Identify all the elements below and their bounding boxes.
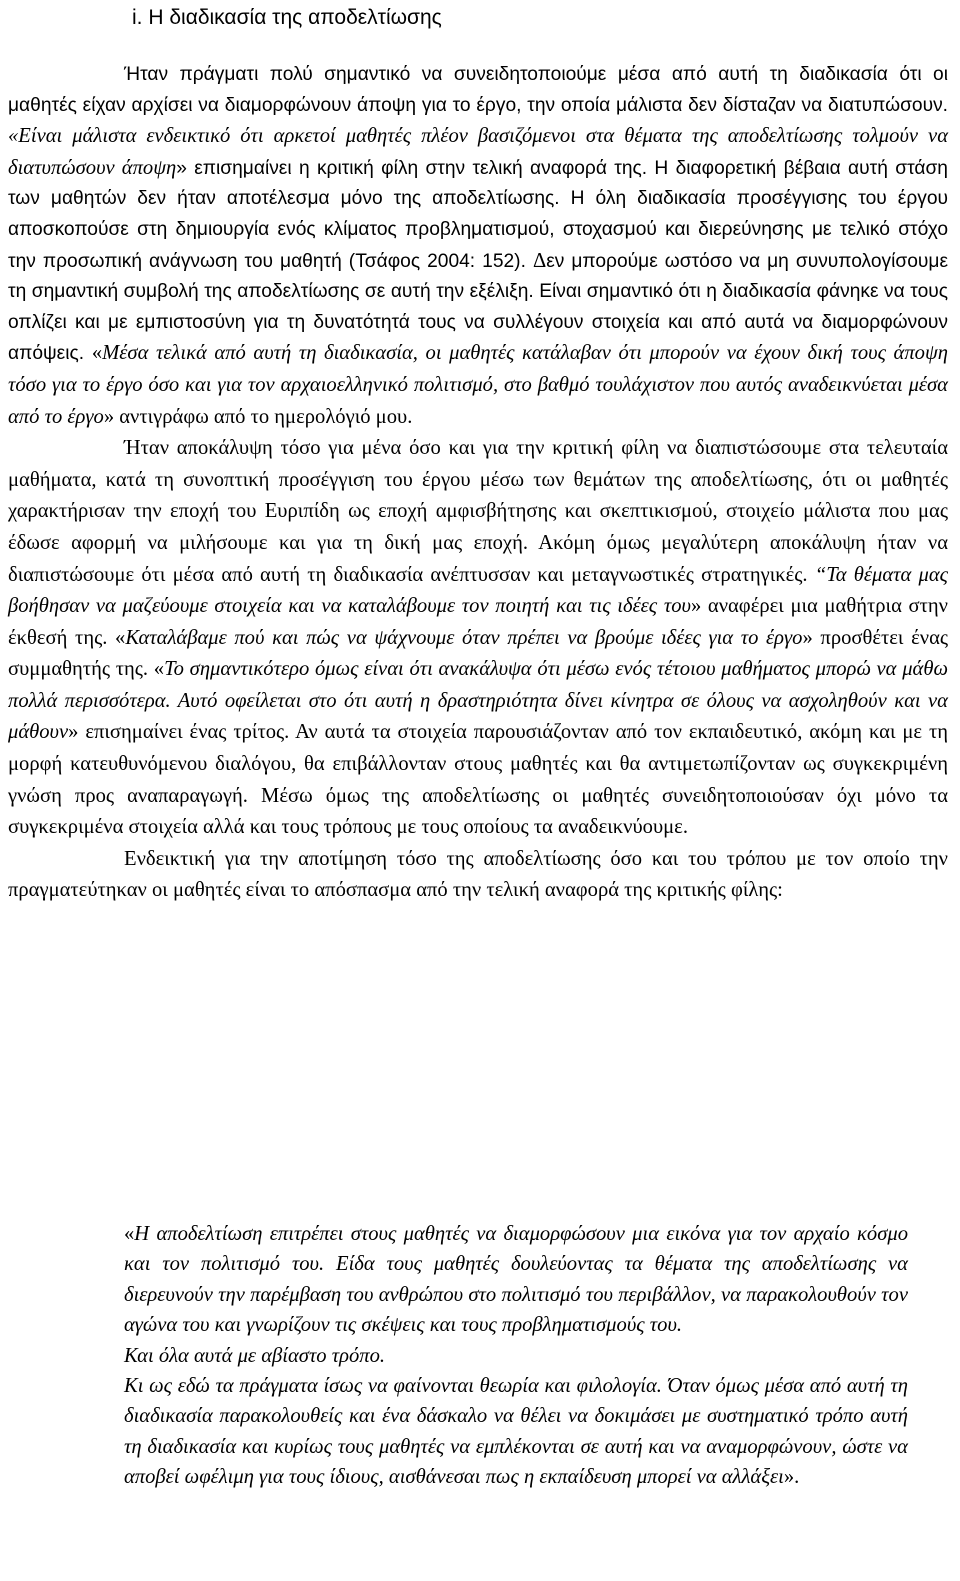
quote-paragraph — [124, 1371, 908, 1493]
quote-paragraph — [124, 1341, 908, 1371]
quote-text-run: Κι ως εδώ τα πράγματα ίσως να φαίνονται θεωρία και φιλολογία. Όταν όμως μέσα από αυτή τη διαδικασία παρακολουθείς και ένα δάσκαλο να θέλει να δοκιμάσει με συστηματικό τρόπο αυτή τη διαδικασία και κυρίως τους μαθητές να εμπλέκονται σε αυτή και να αναμορφώνουν, ώστε να αποβεί ωφέλιμη για τους ίδιους, αισθάνεσαι πως η εκπαίδευση μπορεί να αλλάξει — [124, 1375, 908, 1489]
quote-text-run: « — [124, 1223, 135, 1245]
quoted-text: “Τα θέματα μας βοήθησαν να μαζεύουμε στοιχεία και να καταλάβουμε τον ποιητή και τις ιδέες του — [8, 563, 948, 618]
quote-text-run: ». — [783, 1466, 800, 1489]
paragraph — [8, 433, 948, 844]
text-run: Δ — [532, 249, 547, 272]
text-run: εν μπορούμε ωστόσο να μη συνυπολογίσουμε τη σημαντική συμβολή της αποδελτίωσης σε αυτή την εξέλιξη. Είναι σημαντικό ότι η διαδικασία φάνηκε να τους οπλίζει και με εμπιστοσύνη για τη δυνατότητά τους να συλλέγουν στοιχεία και από αυτά να διαμορφώνουν απόψεις. — [8, 250, 948, 365]
text-run: » αναφέρει μια μαθήτρια στην έκθεσή της. « — [8, 595, 948, 649]
quote-text-run: Η αποδελτίωση επιτρέπει στους μαθητές να διαμορφώσουν μια εικόνα για τον αρχαίο κόσμο και τον πολιτισμό του. Είδα τους μαθητές δουλεύοντας τα θέματα της αποδελτίωσης να διερευνούν την παρέμβαση του ανθρώπου στο πολιτισμό του περιβάλλον, να παρακολουθούν τον αγώνα του και γνωρίζουν τις σκέψεις και τους προβληματισμούς του. — [124, 1223, 908, 1337]
text-run: » προσθέτει ένας συμμαθητής της. « — [8, 626, 949, 681]
text-run: » επισημαίνει ένας τρίτος. Αν αυτά τα στοιχεία παρουσιάζονταν από τον εκπαιδευτικό, ακόμη και με τη μορφή κατευθυνόμενου διαλόγου, θα επιβάλλονταν στους μαθητές και θα αντιμετωπίζονταν ως συγκεκριμένη γνώση προς αναπαραγωγή. Μέσω όμως της αποδελτίωσης οι μαθητές συνειδητοποιούσαν όχι μόνο τα συγκεκριμένα στοιχεία αλλά και τους τρόπους με τους οποίους τα αναδεικνύουμε. — [8, 721, 948, 839]
text-run: » αντιγράφω από το ημερολόγιό μου. — [103, 405, 413, 428]
quote-paragraph — [124, 1219, 908, 1341]
quoted-text: Μέσα τελικά από αυτή τη διαδικασία, οι μαθητές κατάλαβαν ότι μπορούν να έχουν δική τους άποψη τόσο για το έργο όσο και για τον αρχαιοελληνικό πολιτισμό, στο βαθμό τουλάχιστον που αυτός αναδεικνύεται μέσα από το έργο — [8, 342, 948, 428]
section-heading: i. Η διαδικασία της αποδελτίωσης — [132, 6, 442, 29]
quoted-text: Καταλάβαμε πού και πώς να ψάχνουμε όταν πρέπει να βρούμε ιδέες για το έργο — [125, 626, 803, 649]
text-run: Ήταν πράγματι πολύ σημαντικό να συνειδητοποιούμε μέσα από αυτή τη διαδικασία ότι οι μαθητές είχαν αρχίσει να διαμορφώνουν άποψη για το έργο, την οποία μάλιστα δεν δίσταζαν να διατυπώσουν. — [8, 64, 948, 116]
text-run: Ενδεικτική για την αποτίμηση τόσο της αποδελτίωσης όσο και του τρόπου με τον οποίο την πραγματεύτηκαν οι μαθητές είναι το απόσπασμα από την τελική αναφορά της κριτικής φίλης: — [8, 847, 948, 902]
quote-text-run: Και όλα αυτά με αβίαστο τρόπο. — [124, 1344, 386, 1367]
text-run: Ήταν αποκάλυψη τόσο για μένα όσο και για την κριτική φίλη να διαπιστώσουμε στα τελευταία μαθήματα, κατά τη συνοπτική προσέγγιση του έργου μέσω των θεμάτων της αποδελτίωσης, ότι οι μαθητές χαρακτήρισαν την εποχή του Ευριπίδη ως εποχή αμφισβήτησης και σκεπτικισμού, στοιχείο μάλιστα που μας έδωσε αφορμή να μιλήσουμε και για τη δική μας εποχή. Ακόμη όμως μεγαλύτερη αποκάλυψη ήταν να διαπιστώσουμε ότι μέσα από αυτή τη διαδικασία ανέπτυσσαν και μεταγνωστικές στρατηγικές. — [8, 437, 948, 586]
text-run: « — [91, 342, 103, 365]
quoted-text: «Είναι μάλιστα ενδεικτικό ότι αρκετοί μαθητές πλέον βασιζόμενοι στα θέματα της αποδελτίωσης τολμούν να διατυπώσουν άποψη — [8, 125, 948, 179]
quoted-text: Το σημαντικότερο όμως είναι ότι ανακάλυψα ότι μέσω ενός τέτοιου μαθήματος μπορώ να μάθω πολλά περισσότερα. Αυτό οφείλεται στο ότι αυτή η δραστηριότητα δίνει κίνητρα σε όλους να ασχοληθούν και να μάθουν — [8, 658, 948, 744]
body-text — [8, 60, 948, 907]
text-run: » επισημαίνει η κριτική φίλη στην τελική αναφορά της. Η διαφορετική βέβαια αυτή στάση των μαθητών δεν ήταν αποτέλεσμα μόνο της αποδελτίωσης. Η όλη διαδικασία προσέγγισης του έργου αποσκοπούσε στη δημιουργία ενός κλίματος προβληματισμού, στοχασμού και διερεύνησης με τελικό στόχο την προσωπική ανάγνωση του μαθητή (Τσάφος 2004: 152). — [8, 157, 948, 272]
paragraph — [8, 844, 948, 907]
paragraph — [8, 60, 948, 433]
block-quote — [124, 1219, 908, 1493]
